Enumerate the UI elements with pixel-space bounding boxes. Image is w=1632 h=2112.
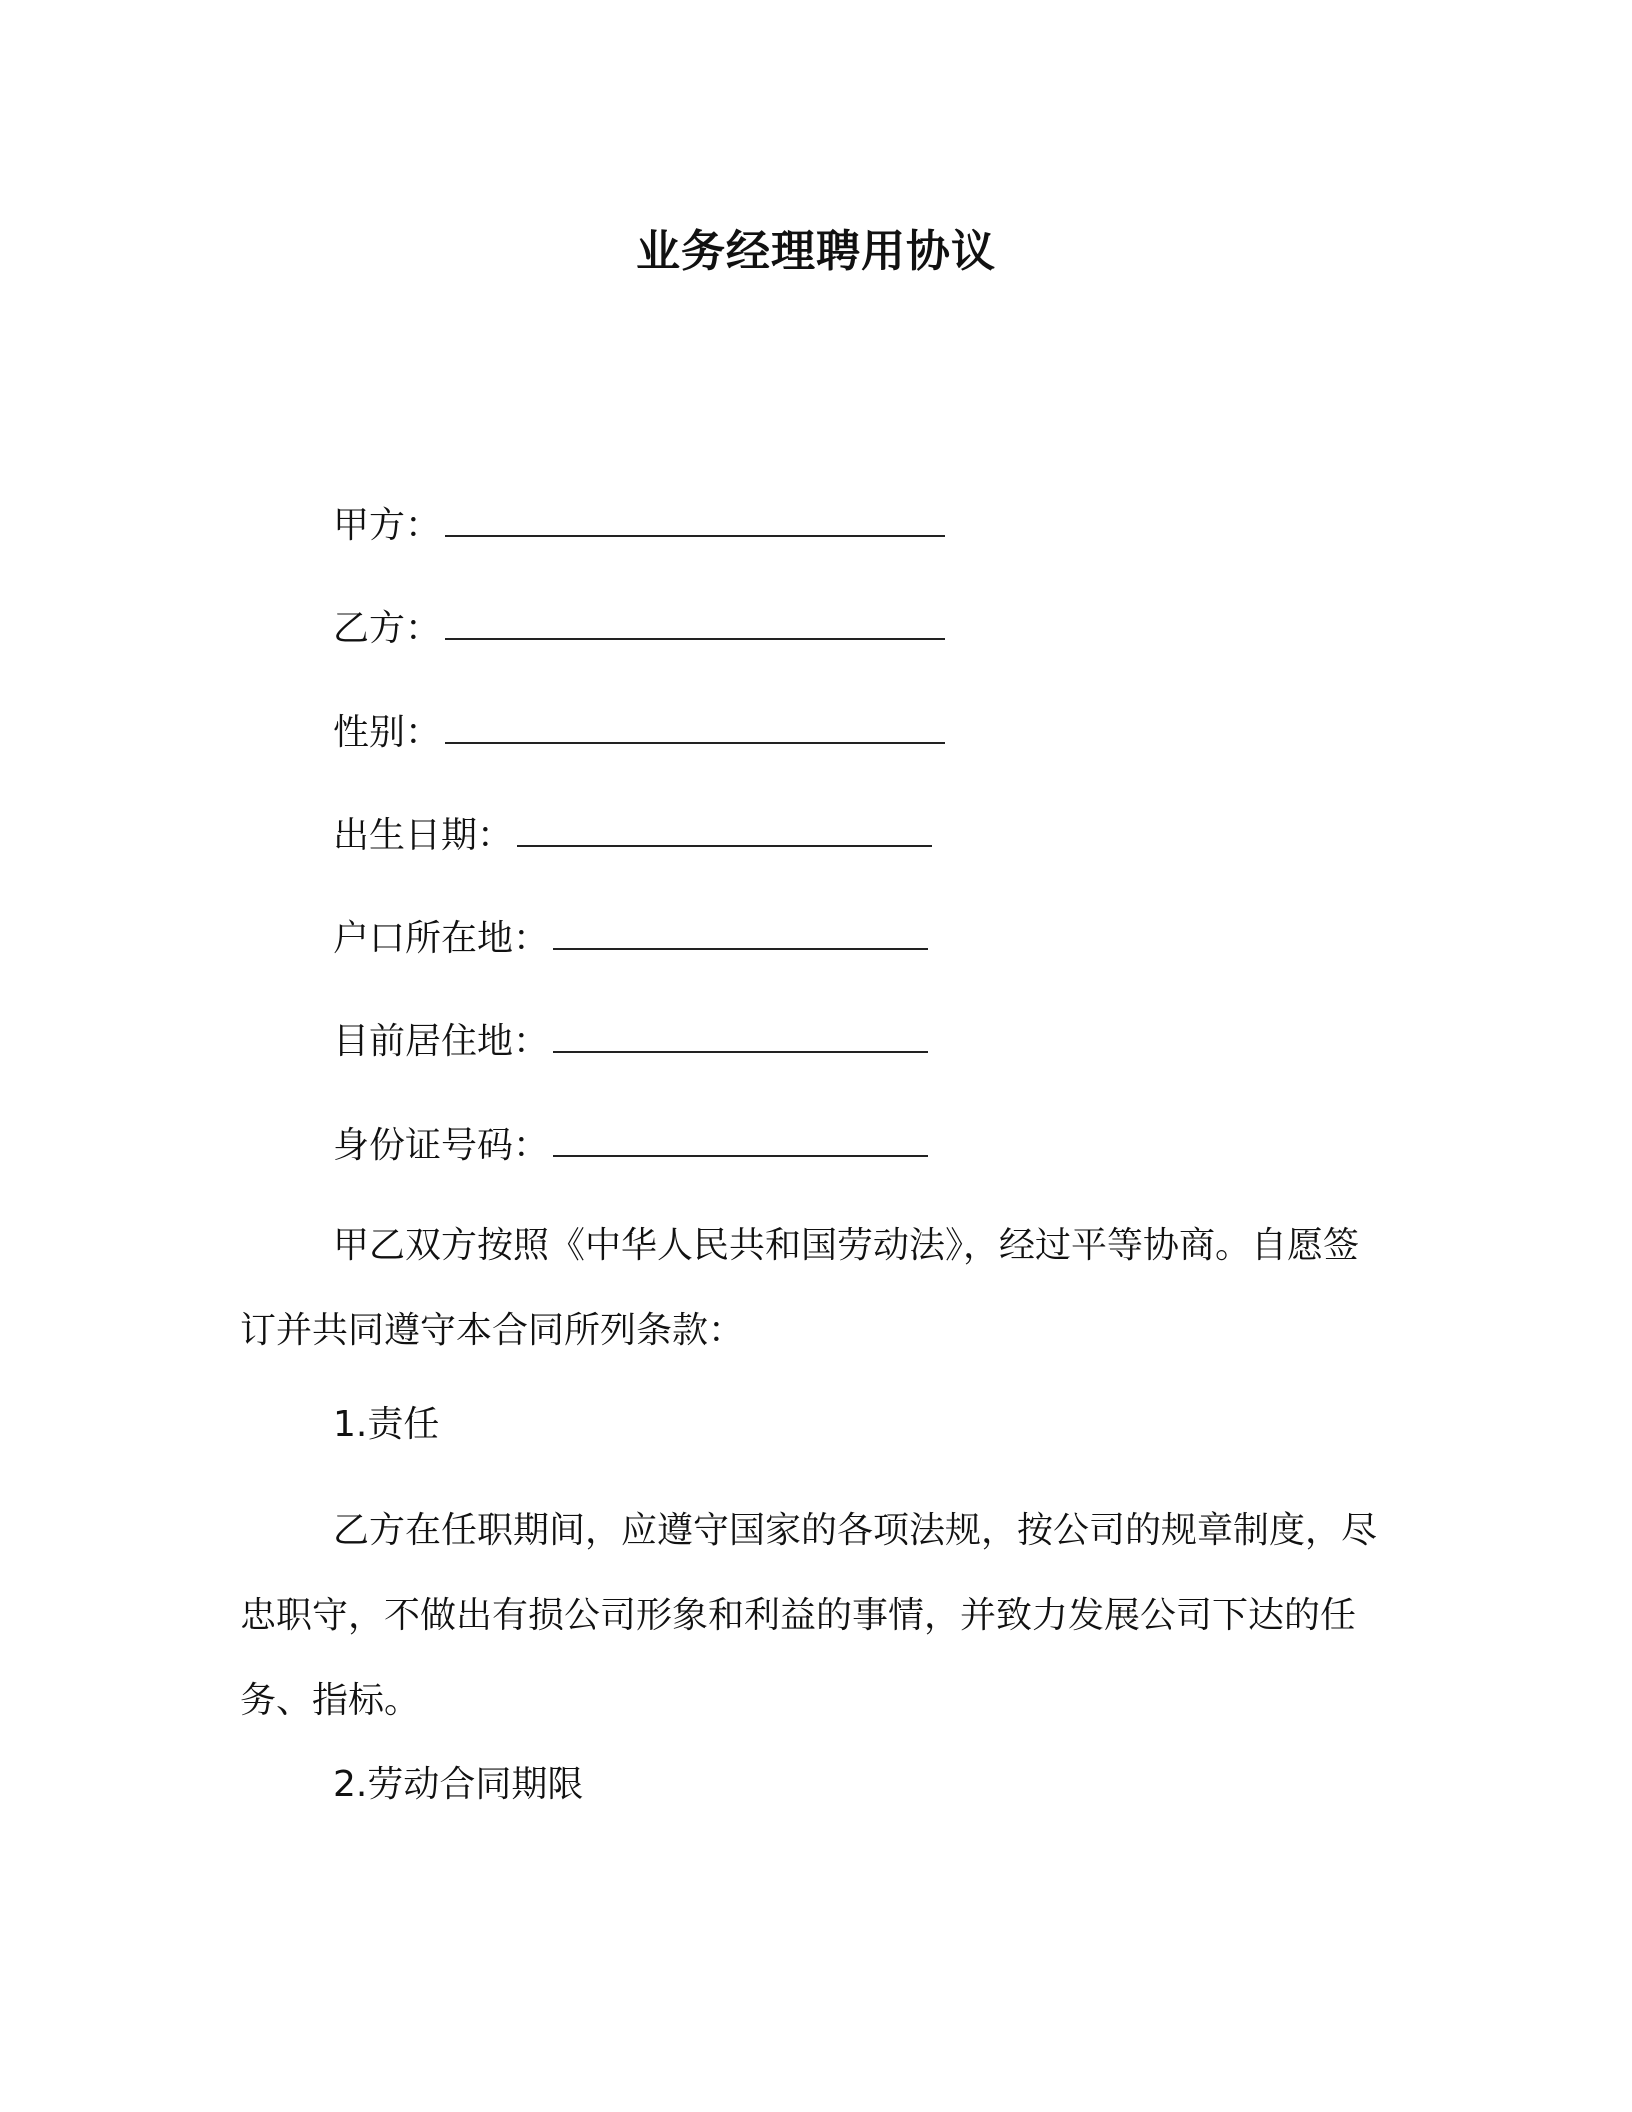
field-label: 户口所在地： [333, 918, 550, 959]
blank-line [445, 598, 945, 640]
section-heading-2: 2.劳动合同期限 [333, 1764, 584, 1805]
field-label: 乙方： [333, 608, 442, 649]
blank-line [553, 908, 928, 950]
field-household-registration [333, 908, 928, 964]
blank-line [553, 1115, 928, 1157]
field-party-b [333, 598, 945, 654]
field-party-a [333, 495, 945, 551]
section-heading-1: 1.责任 [333, 1404, 440, 1445]
field-birth-date [333, 805, 932, 861]
blank-line [445, 702, 945, 744]
field-label: 身份证号码： [333, 1125, 550, 1166]
field-current-residence [333, 1011, 928, 1067]
field-label: 出生日期： [333, 815, 514, 856]
intro-paragraph [240, 1203, 1390, 1373]
field-label: 性别： [333, 712, 442, 753]
section-body-1-text: 乙方在任职期间，应遵守国家的各项法规，按公司的规章制度，尽忠职守，不做出有损公司形象和利益的事情，并致力发展公司下达的任务、指标。 [240, 1510, 1378, 1721]
field-label: 甲方： [333, 505, 442, 546]
blank-line [553, 1011, 928, 1053]
field-id-number [333, 1115, 928, 1171]
field-label: 目前居住地： [333, 1021, 550, 1062]
blank-line [517, 805, 932, 847]
blank-line [445, 495, 945, 537]
document-title: 业务经理聘用协议 [636, 226, 996, 277]
field-gender [333, 702, 945, 758]
section-body-1 [240, 1488, 1390, 1743]
intro-paragraph-text: 甲乙双方按照《中华人民共和国劳动法》，经过平等协商。自愿签订并共同遵守本合同所列条款： [240, 1225, 1360, 1351]
